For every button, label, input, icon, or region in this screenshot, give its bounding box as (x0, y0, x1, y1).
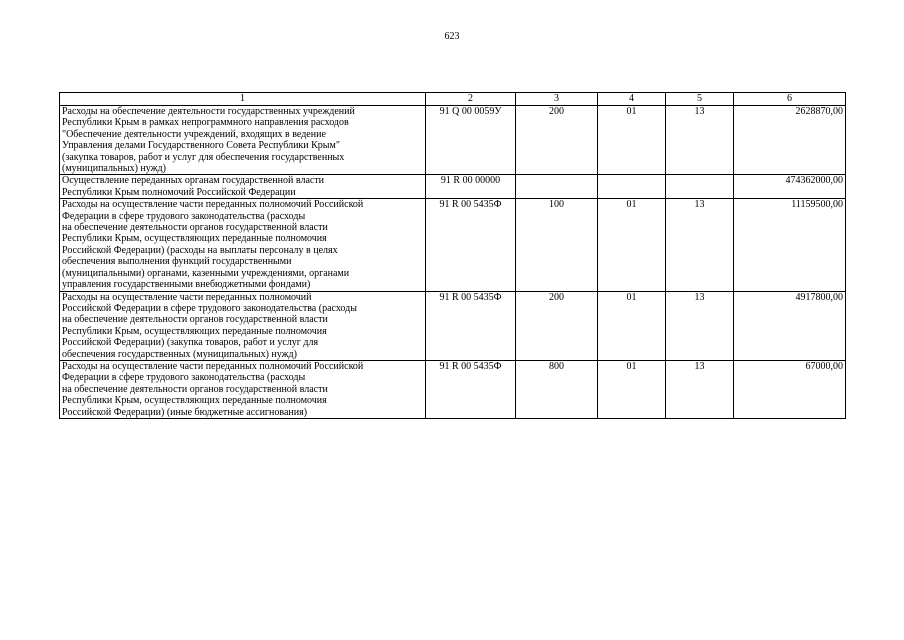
row-description: Расходы на осуществление части переданных полномочий Российской Федерации в сфере трудового законодательства (расходы на обеспечение деятельности органов государственной власти Республики Крым, осуществляющих переданные полномочия Российской Федерации) (расходы на выплаты персоналу в целях обеспечения выполнения функций государственными (муниципальными) органами, казенными учреждениями, органами управления государственными внебюджетными фондами) (60, 199, 426, 291)
table-row (60, 360, 846, 418)
row-amount: 67000,00 (734, 360, 846, 418)
row-code: 91 R 00 5435Ф (426, 360, 516, 418)
row-amount: 4917800,00 (734, 291, 846, 360)
row-col4 (598, 175, 666, 199)
column-header: 4 (598, 93, 666, 106)
row-col4: 01 (598, 291, 666, 360)
row-description: Расходы на осуществление части переданных полномочий Российской Федерации в сфере трудового законодательства (расходы на обеспечение деятельности органов государственной власти Республики Крым, осуществляющих переданные полномочия Российской Федерации) (иные бюджетные ассигнования) (60, 360, 426, 418)
column-header: 2 (426, 93, 516, 106)
row-amount: 11159500,00 (734, 199, 846, 291)
table-row (60, 291, 846, 360)
row-col3: 800 (516, 360, 598, 418)
row-description: Осуществление переданных органам государственной власти Республики Крым полномочий Российской Федерации (60, 175, 426, 199)
row-code: 91 Q 00 0059У (426, 106, 516, 175)
row-col3 (516, 175, 598, 199)
row-description: Расходы на обеспечение деятельности государственных учреждений Республики Крым в рамках непрограммного направления расходов "Обеспечение деятельности учреждений, входящих в ведение Управления делами Государственного Совета Республики Крым" (закупка товаров, работ и услуг для обеспечения государственных (муниципальных) нужд) (60, 106, 426, 175)
column-header: 3 (516, 93, 598, 106)
row-code: 91 R 00 5435Ф (426, 199, 516, 291)
row-col4: 01 (598, 360, 666, 418)
row-amount: 474362000,00 (734, 175, 846, 199)
row-amount: 2628870,00 (734, 106, 846, 175)
row-col5: 13 (666, 360, 734, 418)
row-code: 91 R 00 00000 (426, 175, 516, 199)
table-header-row (60, 93, 846, 106)
column-header: 6 (734, 93, 846, 106)
budget-table (59, 92, 846, 419)
row-description: Расходы на осуществление части переданных полномочий Российской Федерации в сфере трудового законодательства (расходы на обеспечение деятельности органов государственной власти Республики Крым, осуществляющих переданные полномочия Российской Федерации) (закупка товаров, работ и услуг для обеспечения государственных (муниципальных) нужд) (60, 291, 426, 360)
table-row (60, 175, 846, 199)
column-header: 5 (666, 93, 734, 106)
row-col5: 13 (666, 199, 734, 291)
row-col5 (666, 175, 734, 199)
row-col3: 200 (516, 291, 598, 360)
table-row (60, 199, 846, 291)
column-header: 1 (60, 93, 426, 106)
row-code: 91 R 00 5435Ф (426, 291, 516, 360)
row-col5: 13 (666, 106, 734, 175)
row-col4: 01 (598, 106, 666, 175)
row-col5: 13 (666, 291, 734, 360)
row-col3: 100 (516, 199, 598, 291)
row-col3: 200 (516, 106, 598, 175)
page-number: 623 (444, 31, 460, 42)
table-row (60, 106, 846, 175)
row-col4: 01 (598, 199, 666, 291)
